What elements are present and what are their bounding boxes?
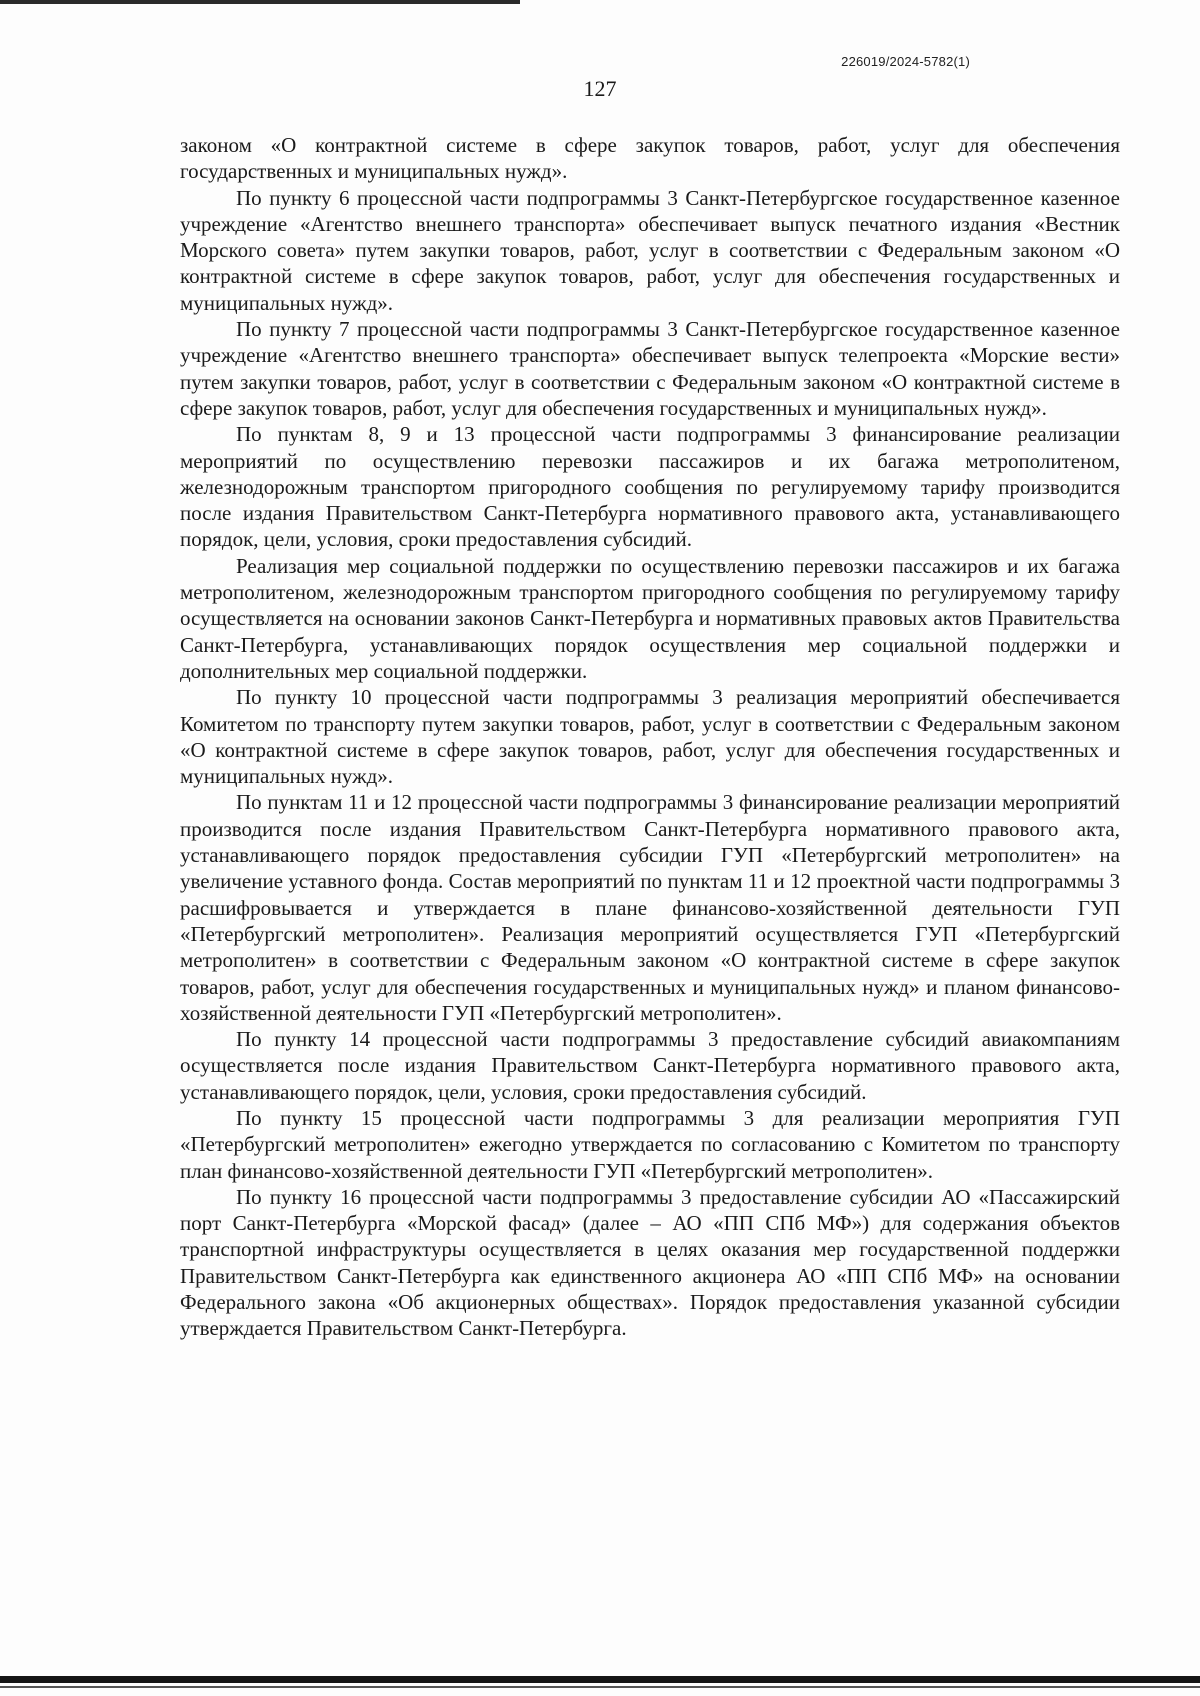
document-id: 226019/2024-5782(1): [841, 54, 970, 69]
paragraph-items-11-12: По пунктам 11 и 12 процессной части подпрограммы 3 финансирование реализации мероприятий производится после издания Правительством Санкт-Петербурга нормативного правового акта, устанавливающего порядок предоставления субсидии ГУП «Петербургский метрополитен» на увеличение уставного фонда. Состав мероприятий по пунктам 11 и 12 проектной части подпрограммы 3 расшифровывается и утверждается в плане финансово-хозяйственной деятельности ГУП «Петербургский метрополитен». Реализация мероприятий осуществляется ГУП «Петербургский метрополитен» в соответствии с Федеральным законом «О контрактной системе в сфере закупок товаров, работ, услуг для обеспечения государственных и муниципальных нужд» и планом финансово-хозяйственной деятельности ГУП «Петербургский метрополитен».: [180, 790, 1120, 1025]
paragraph-social-support: Реализация мер социальной поддержки по осуществлению перевозки пассажиров и их багажа метрополитеном, железнодорожным транспортом пригородного сообщения по регулируемому тарифу осуществляется на основании законов Санкт-Петербурга и нормативных правовых актов Правительства Санкт-Петербурга, устанавливающих порядок осуществления мер социальной поддержки и дополнительных мер социальной поддержки.: [180, 553, 1120, 683]
paragraph-item-14: По пункту 14 процессной части подпрограммы 3 предоставление субсидий авиакомпаниям осуществляется после издания Правительством Санкт-Петербурга нормативного правового акта, устанавливающего порядок, цели, условия, сроки предоставления субсидий.: [180, 1027, 1120, 1104]
paragraph-item-16: По пункту 16 процессной части подпрограммы 3 предоставление субсидии АО «Пассажирский порт Санкт-Петербурга «Морской фасад» (далее – АО «ПП СПб МФ») для содержания объектов транспортной инфраструктуры осуществляется в целях оказания мер государственной поддержки Правительством Санкт-Петербурга как единственного акционера АО «ПП СПб МФ» на основании Федерального закона «Об акционерных обществах». Порядок предоставления указанной субсидии утверждается Правительством Санкт-Петербурга.: [180, 1184, 1120, 1341]
paragraph-items-8-9-13: По пунктам 8, 9 и 13 процессной части подпрограммы 3 финансирование реализации мероприятий по осуществлению перевозки пассажиров и их багажа метрополитеном, железнодорожным транспортом пригородного сообщения по регулируемому тарифу производится после издания Правительством Санкт-Петербурга нормативного правового акта, устанавливающего порядок, цели, условия, сроки предоставления субсидий.: [180, 422, 1120, 552]
page-number: 127: [583, 76, 617, 101]
paragraph-item-10: По пункту 10 процессной части подпрограммы 3 реализация мероприятий обеспечивается Комитетом по транспорту путем закупки товаров, работ, услуг в соответствии с Федеральным законом «О контрактной системе в сфере закупок товаров, работ, услуг для обеспечения государственных и муниципальных нужд».: [180, 685, 1120, 789]
bottom-scan-border-thin: [0, 1686, 1200, 1688]
bottom-scan-border: [0, 1676, 1200, 1683]
paragraph-item-15: По пункту 15 процессной части подпрограммы 3 для реализации мероприятия ГУП «Петербургский метрополитен» ежегодно утверждается по согласованию с Комитетом по транспорту план финансово-хозяйственной деятельности ГУП «Петербургский метрополитен».: [180, 1105, 1120, 1183]
document-body: [180, 132, 1120, 1342]
top-scan-line: [0, 0, 520, 4]
paragraph-item-6: По пункту 6 процессной части подпрограммы 3 Санкт-Петербургское государственное казенное учреждение «Агентство внешнего транспорта» обеспечивает выпуск печатного издания «Вестник Морского совета» путем закупки товаров, работ, услуг в соответствии с Федеральным законом «О контрактной системе в сфере закупок товаров, работ, услуг для обеспечения государственных и муниципальных нужд».: [180, 185, 1120, 315]
paragraph-law-continuation: законом «О контрактной системе в сфере закупок товаров, работ, услуг для обеспечения государственных и муниципальных нужд».: [180, 133, 1120, 184]
paragraph-item-7: По пункту 7 процессной части подпрограммы 3 Санкт-Петербургское государственное казенное учреждение «Агентство внешнего транспорта» обеспечивает выпуск телепроекта «Морские вести» путем закупки товаров, работ, услуг в соответствии с Федеральным законом «О контрактной системе в сфере закупок товаров, работ, услуг для обеспечения государственных и муниципальных нужд».: [180, 317, 1120, 420]
